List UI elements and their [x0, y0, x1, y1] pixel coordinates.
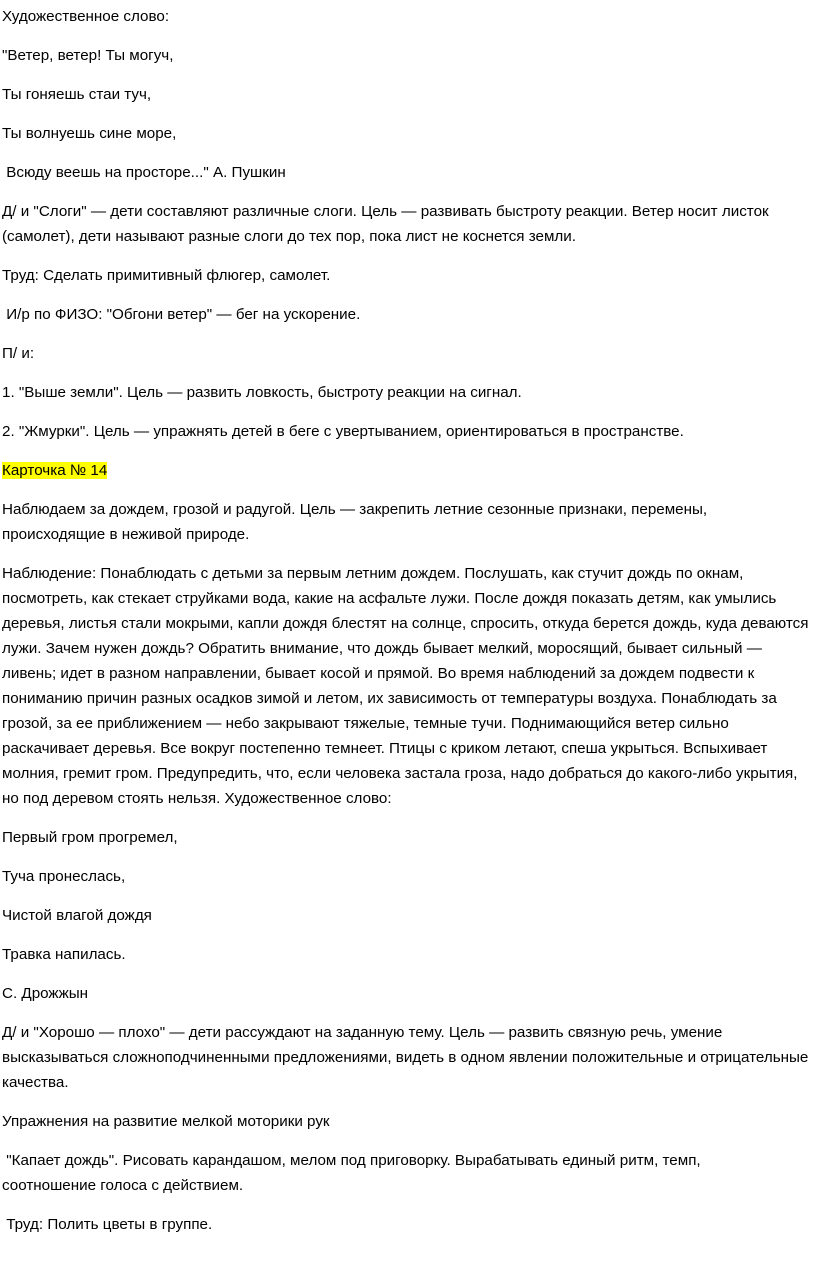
physical-exercise: И/р по ФИЗО: "Обгони ветер" — бег на ускорение.: [2, 306, 361, 323]
didactic-game-syllables: Д/ и "Слоги" — дети составляют различные слоги. Цель — развивать быстроту реакции. Ветер носит листок (самолет), дети называют разные слоги до тех пор, пока лист не коснется земли.: [2, 203, 773, 245]
document-page: [2, 4, 812, 1251]
poem-line: Травка напилась.: [2, 946, 126, 963]
fine-motor-exercise: "Капает дождь". Рисовать карандашом, мелом под приговорку. Вырабатывать единый ритм, темп, соотношение голоса с действием.: [2, 1152, 726, 1194]
poem-author: С. Дрожжын: [2, 985, 89, 1002]
poem-line: Первый гром прогремел,: [2, 829, 178, 846]
observation-text: Наблюдение: Понаблюдать с детьми за первым летним дождем. Послушать, как стучит дождь по окнам, посмотреть, как стекает струйками вода, какие на асфальте лужи. После дождя показать детям, как умылись деревья, листья стали мокрыми, капли дождя блестят на солнце, спросить, откуда берется дождь, куда деваются лужи. Зачем нужен дождь? Обратить внимание, что дождь бывает мелкий, моросящий, бывает сильный — ливень; идет в разном направлении, бывает косой и прямой. Во время наблюдений за дождем подвести к пониманию причин разных осадков зимой и летом, их зависимость от температуры воздуха. Понаблюдать за грозой, за ее приближением — небо закрывают тяжелые, темные тучи. Поднимающийся ветер сильно раскачивает деревья. Все вокруг постепенно темнеет. Птицы с криком летают, спеша укрыться. Вспыхивает молния, гремит гром. Предупредить, что, если человека застала гроза, надо добраться до какого-либо укрытия, но под деревом стоять нельзя. Художественное слово:: [2, 565, 813, 807]
card-title: [2, 458, 812, 483]
poem-line: "Ветер, ветер! Ты могуч,: [2, 47, 174, 64]
didactic-game-good-bad: Д/ и "Хорошо — плохо" — дети рассуждают на заданную тему. Цель — развить связную речь, умение высказываться сложноподчиненными предложениями, видеть в одном явлении положительные и отрицательные качества.: [2, 1024, 813, 1091]
card-title-highlight: Карточка № 14: [2, 462, 108, 479]
outdoor-games-heading: П/ и:: [2, 345, 35, 362]
outdoor-game-item: 1. "Выше земли". Цель — развить ловкость, быстроту реакции на сигнал.: [2, 384, 522, 401]
labor-task: Труд: Сделать примитивный флюгер, самолет.: [2, 267, 331, 284]
poem-line-author: Всюду веешь на просторе..." А. Пушкин: [2, 164, 286, 181]
poem-line: Ты гоняешь стаи туч,: [2, 86, 152, 103]
labor-task-flowers: Труд: Полить цветы в группе.: [2, 1216, 213, 1233]
outdoor-game-item: 2. "Жмурки". Цель — упражнять детей в беге с увертыванием, ориентироваться в пространстве.: [2, 423, 684, 440]
poem-line: Ты волнуешь сине море,: [2, 125, 177, 142]
poem-line: Чистой влагой дождя: [2, 907, 152, 924]
poem-line: Туча пронеслась,: [2, 868, 126, 885]
heading-artistic-word: Художественное слово:: [2, 8, 170, 25]
observation-goal: Наблюдаем за дождем, грозой и радугой. Цель — закрепить летние сезонные признаки, перемены, происходящие в неживой природе.: [2, 501, 712, 543]
fine-motor-heading: Упражнения на развитие мелкой моторики рук: [2, 1113, 330, 1130]
